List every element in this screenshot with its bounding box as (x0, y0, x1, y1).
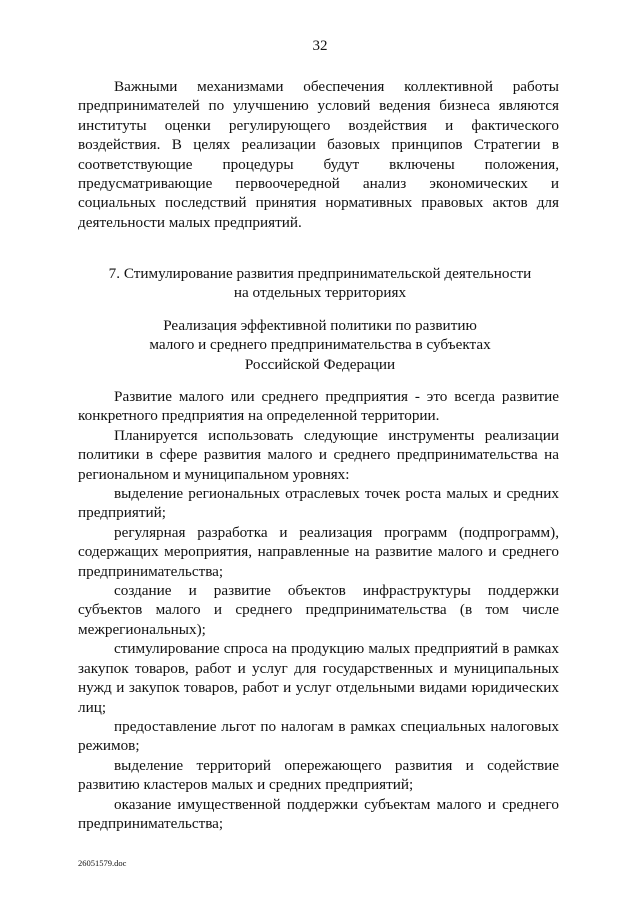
subheading (60, 316, 580, 374)
paragraph: Развитие малого или среднего предприятия - это всегда развитие конкретного предприятия на определенной территории. (78, 388, 559, 425)
intro-text-block (78, 77, 559, 232)
list-item: предоставление льгот по налогам в рамках специальных налоговых режимов; (78, 717, 559, 755)
subheading-line-1: Реализация эффективной политики по развитию (163, 317, 477, 334)
list-item: стимулирование спроса на продукцию малых предприятий в рамках закупок товаров, работ и услуг для государственных и муниципальных нужд и закупок товаров, работ и услуг отдельными видами юридических лиц; (78, 640, 559, 716)
document-footer: 26051579.doc (78, 858, 127, 868)
list-item: выделение региональных отраслевых точек роста малых и средних предприятий; (78, 485, 559, 522)
section-heading (60, 264, 580, 303)
section-heading-line-1: 7. Стимулирование развития предпринимательской деятельности (108, 265, 532, 282)
section-heading-line-2: на отдельных территориях (233, 284, 407, 302)
subheading-line-3: Российской Федерации (244, 355, 396, 373)
list-item: создание и развитие объектов инфраструктуры поддержки субъектов малого и среднего предпринимательства (в том числе межрегиональных); (78, 582, 559, 638)
subheading-line-2: малого и среднего предпринимательства в субъектах (149, 336, 491, 354)
intro-paragraph: Важными механизмами обеспечения коллективной работы предпринимателей по улучшению условий ведения бизнеса являются институты оценки регулирующего воздействия и фактического воздействия. В целях реализации базовых принципов Стратегии в соответствующие процедуры будут включены положения, предусматривающие первоочередной анализ экономических и социальных последствий принятия нормативных правовых актов для деятельности малых предприятий. (78, 78, 559, 231)
page-number: 32 (312, 38, 328, 54)
list-item: регулярная разработка и реализация программ (подпрограмм), содержащих мероприятия, направленные на развитие малого и среднего предпринимательства; (78, 523, 559, 580)
list-item: выделение территорий опережающего развития и содействие развитию кластеров малых и средних предприятий; (78, 756, 559, 794)
list-item: оказание имущественной поддержки субъектам малого и среднего предпринимательства; (78, 795, 559, 832)
paragraph: Планируется использовать следующие инструменты реализации политики в сфере развития малого и среднего предпринимательства на региональном и муниципальном уровнях: (78, 426, 559, 483)
main-text-block (78, 387, 559, 833)
